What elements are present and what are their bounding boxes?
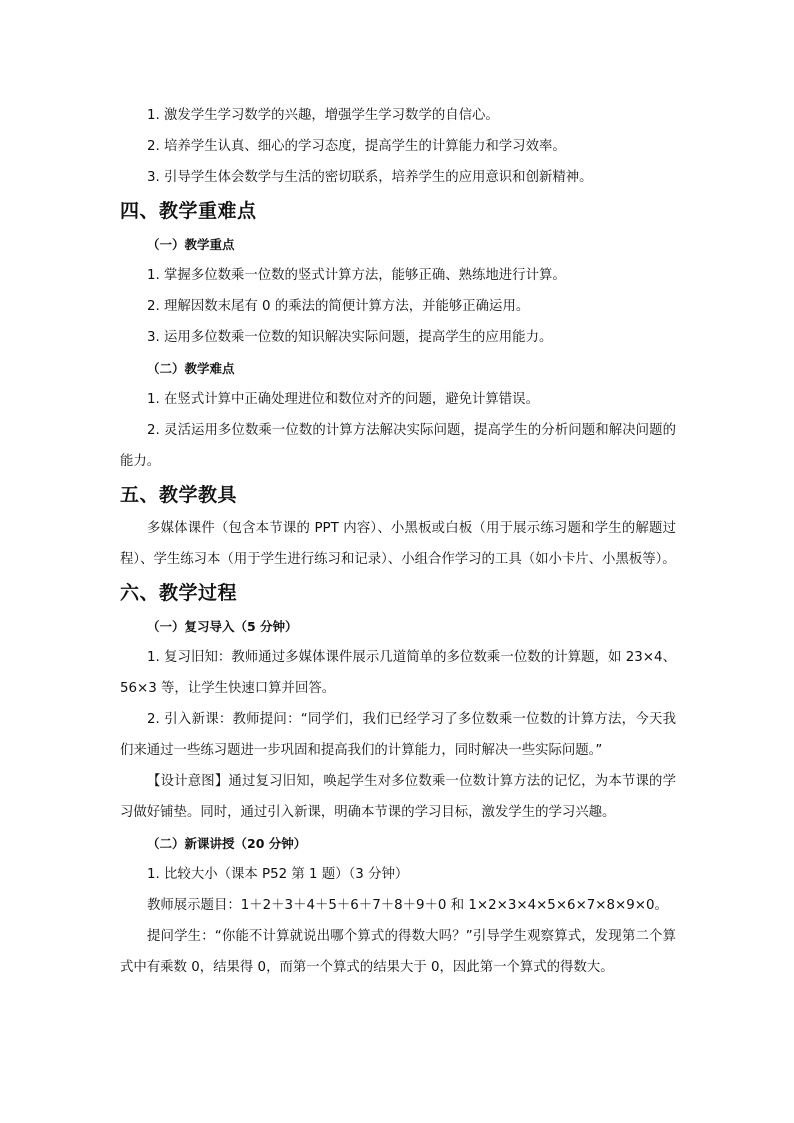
teaching-aids-paragraph: 多媒体课件（包含本节课的 PPT 内容）、小黑板或白板（用于展示练习题和学生的解题过程）、学生练习本（用于学生进行练习和记录）、小组合作学习的工具（如小卡片、小黑板等）。 [120,521,676,567]
section-heading-teaching-aids: 五、教学教具 [120,484,238,506]
document-content [120,100,676,983]
subheading-review: （一）复习导入（5 分钟） [147,619,298,634]
new-lesson-item-3: 提问学生：“你能不计算就说出哪个算式的得数大吗？”引导学生观察算式，发现第二个算式中有乘数 0，结果得 0，而第一个算式的结果大于 0，因此第一个算式的得数大。 [120,929,676,975]
goal-item-3: 3. 引导学生体会数学与生活的密切联系，培养学生的应用意识和创新精神。 [147,170,593,185]
goal-item-2: 2. 培养学生认真、细心的学习态度，提高学生的计算能力和学习效率。 [147,139,566,154]
difficulty-item-1: 1. 在竖式计算中正确处理进位和数位对齐的问题，避免计算错误。 [147,392,539,407]
difficulty-item-2: 2. 灵活运用多位数乘一位数的计算方法解决实际问题，提高学生的分析问题和解决问题的能力。 [120,423,676,469]
section-heading-key-points: 四、教学重难点 [120,200,257,222]
goal-item-1: 1. 激发学生学习数学的兴趣，增强学生学习数学的自信心。 [147,108,499,123]
subheading-difficulty: （二）教学难点 [147,361,235,376]
subheading-new-lesson: （二）新课讲授（20 分钟） [147,836,307,851]
focus-item-3: 3. 运用多位数乘一位数的知识解决实际问题，提高学生的应用能力。 [147,330,553,345]
new-lesson-item-1: 1. 比较大小（课本 P52 第 1 题）（3 分钟） [147,867,409,882]
section-heading-teaching-process: 六、教学过程 [120,582,238,604]
subheading-focus: （一）教学重点 [147,237,235,252]
review-item-1: 1. 复习旧知：教师通过多媒体课件展示几道简单的多位数乘一位数的计算题，如 23×4、56×3 等，让学生快速口算并回答。 [120,650,676,696]
focus-item-2: 2. 理解因数末尾有 0 的乘法的简便计算方法，并能够正确运用。 [147,299,530,314]
new-lesson-item-2: 教师展示题目：1＋2＋3＋4＋5＋6＋7＋8＋9＋0 和 1×2×3×4×5×6×7×8×9×0。 [147,898,668,913]
design-intent-paragraph: 【设计意图】通过复习旧知，唤起学生对多位数乘一位数计算方法的记忆，为本节课的学习做好铺垫。同时，通过引入新课，明确本节课的学习目标，激发学生的学习兴趣。 [120,774,676,820]
focus-item-1: 1. 掌握多位数乘一位数的竖式计算方法，能够正确、熟练地进行计算。 [147,268,566,283]
review-item-2: 2. 引入新课：教师提问：“同学们，我们已经学习了多位数乘一位数的计算方法，今天我们来通过一些练习题进一步巩固和提高我们的计算能力，同时解决一些实际问题。” [120,712,676,758]
